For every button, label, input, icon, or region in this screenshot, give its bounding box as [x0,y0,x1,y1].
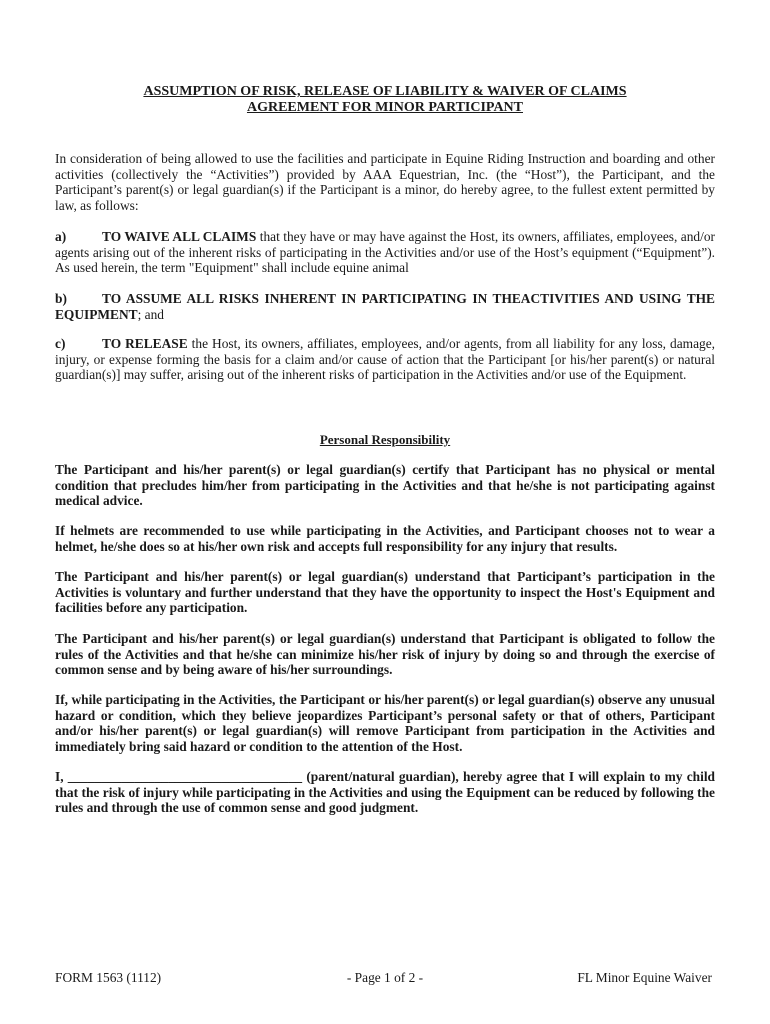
footer-document-name: FL Minor Equine Waiver [577,970,712,985]
title-line-2: AGREEMENT FOR MINOR PARTICIPANT [246,100,523,115]
item-b-bold: TO ASSUME ALL RISKS INHERENT IN PARTICIPATING IN THEACTIVITIES AND USING THE EQUIPMENT [55,291,715,322]
section-heading: Personal Responsibility [319,432,451,447]
paragraph-guardian: I, ___________________________________ (parent/natural guardian), hereby agree that I will explain to my child that the risk of injury while participating in the Activities and using the Equipment can be reduced by following the rules and through the use of common sense and good judgment. [55,769,715,816]
paragraph-medical: The Participant and his/her parent(s) or legal guardian(s) certify that Participant has no physical or mental condition that precludes him/her from participating in the Activities and that he/she is not participating against medical advice. [55,462,715,509]
title-line-1: ASSUMPTION OF RISK, RELEASE OF LIABILITY & WAIVER OF CLAIMS [143,84,627,99]
item-a-text: that they have or may have against the Host, its owners, affiliates, employees, and/or agents arising out of the inherent risks of participating in the Activities and/or use of the Host’s equipment (“Equipment”). As used herein, the term "Equipment" shall include equine animal [55,229,715,276]
item-c-label: c) [55,336,66,351]
item-c-text: the Host, its owners, affiliates, employees, and/or agents, from all liability for any loss, damage, injury, or expense forming the basis for a claim and/or cause of action that the Participant [or his/her parent(s) or natural guardian(s)] may suffer, arising out of the inherent risks of participation in the Activities and/or use of the Equipment. [55,336,716,383]
paragraph-rules: The Participant and his/her parent(s) or legal guardian(s) understand that Participant is obligated to follow the rules of the Activities and that he/she can minimize his/her risk of injury by doing so and through the exercise of common sense and by being aware of his/her surroundings. [55,631,715,678]
document-title [40,84,730,116]
item-a-label: a) [55,229,67,244]
item-b [55,291,715,322]
paragraph-helmet: If helmets are recommended to use while participating in the Activities, and Participant chooses not to wear a helmet, he/she does so at his/her own risk and accepts full responsibility for any injury that results. [55,523,715,554]
intro-paragraph: In consideration of being allowed to use the facilities and participate in Equine Riding Instruction and boarding and other activities (collectively the “Activities”) provided by AAA Equestrian, Inc. (the “Host”), the Participant, and the Participant’s parent(s) or legal guardian(s) if the Participant is a minor, do hereby agree, to the fullest extent permitted by law, as follows: [55,151,715,213]
item-b-label: b) [55,291,67,306]
footer-form-number: FORM 1563 (1112) [55,970,162,985]
item-c [55,336,715,383]
item-b-text: ; and [137,306,164,322]
paragraph-voluntary: The Participant and his/her parent(s) or legal guardian(s) understand that Participant’s participation in the Activities is voluntary and further understand that they have the opportunity to inspect the Host's Equipment and facilities before any participation. [55,569,715,616]
footer-page-number: - Page 1 of 2 - [346,970,424,985]
paragraph-hazard: If, while participating in the Activities, the Participant or his/her parent(s) or legal guardian(s) observe any unusual hazard or condition, which they believe jeopardizes Participant’s personal safety or that of others, Participant and/or his/her parent(s) or legal guardian(s) will remove Participant from participation in the Activities and immediately bring said hazard or condition to the attention of the Host. [55,692,715,754]
item-c-bold: TO RELEASE [102,336,188,351]
item-a-bold: TO WAIVE ALL CLAIMS [102,229,257,244]
item-a [55,229,715,276]
